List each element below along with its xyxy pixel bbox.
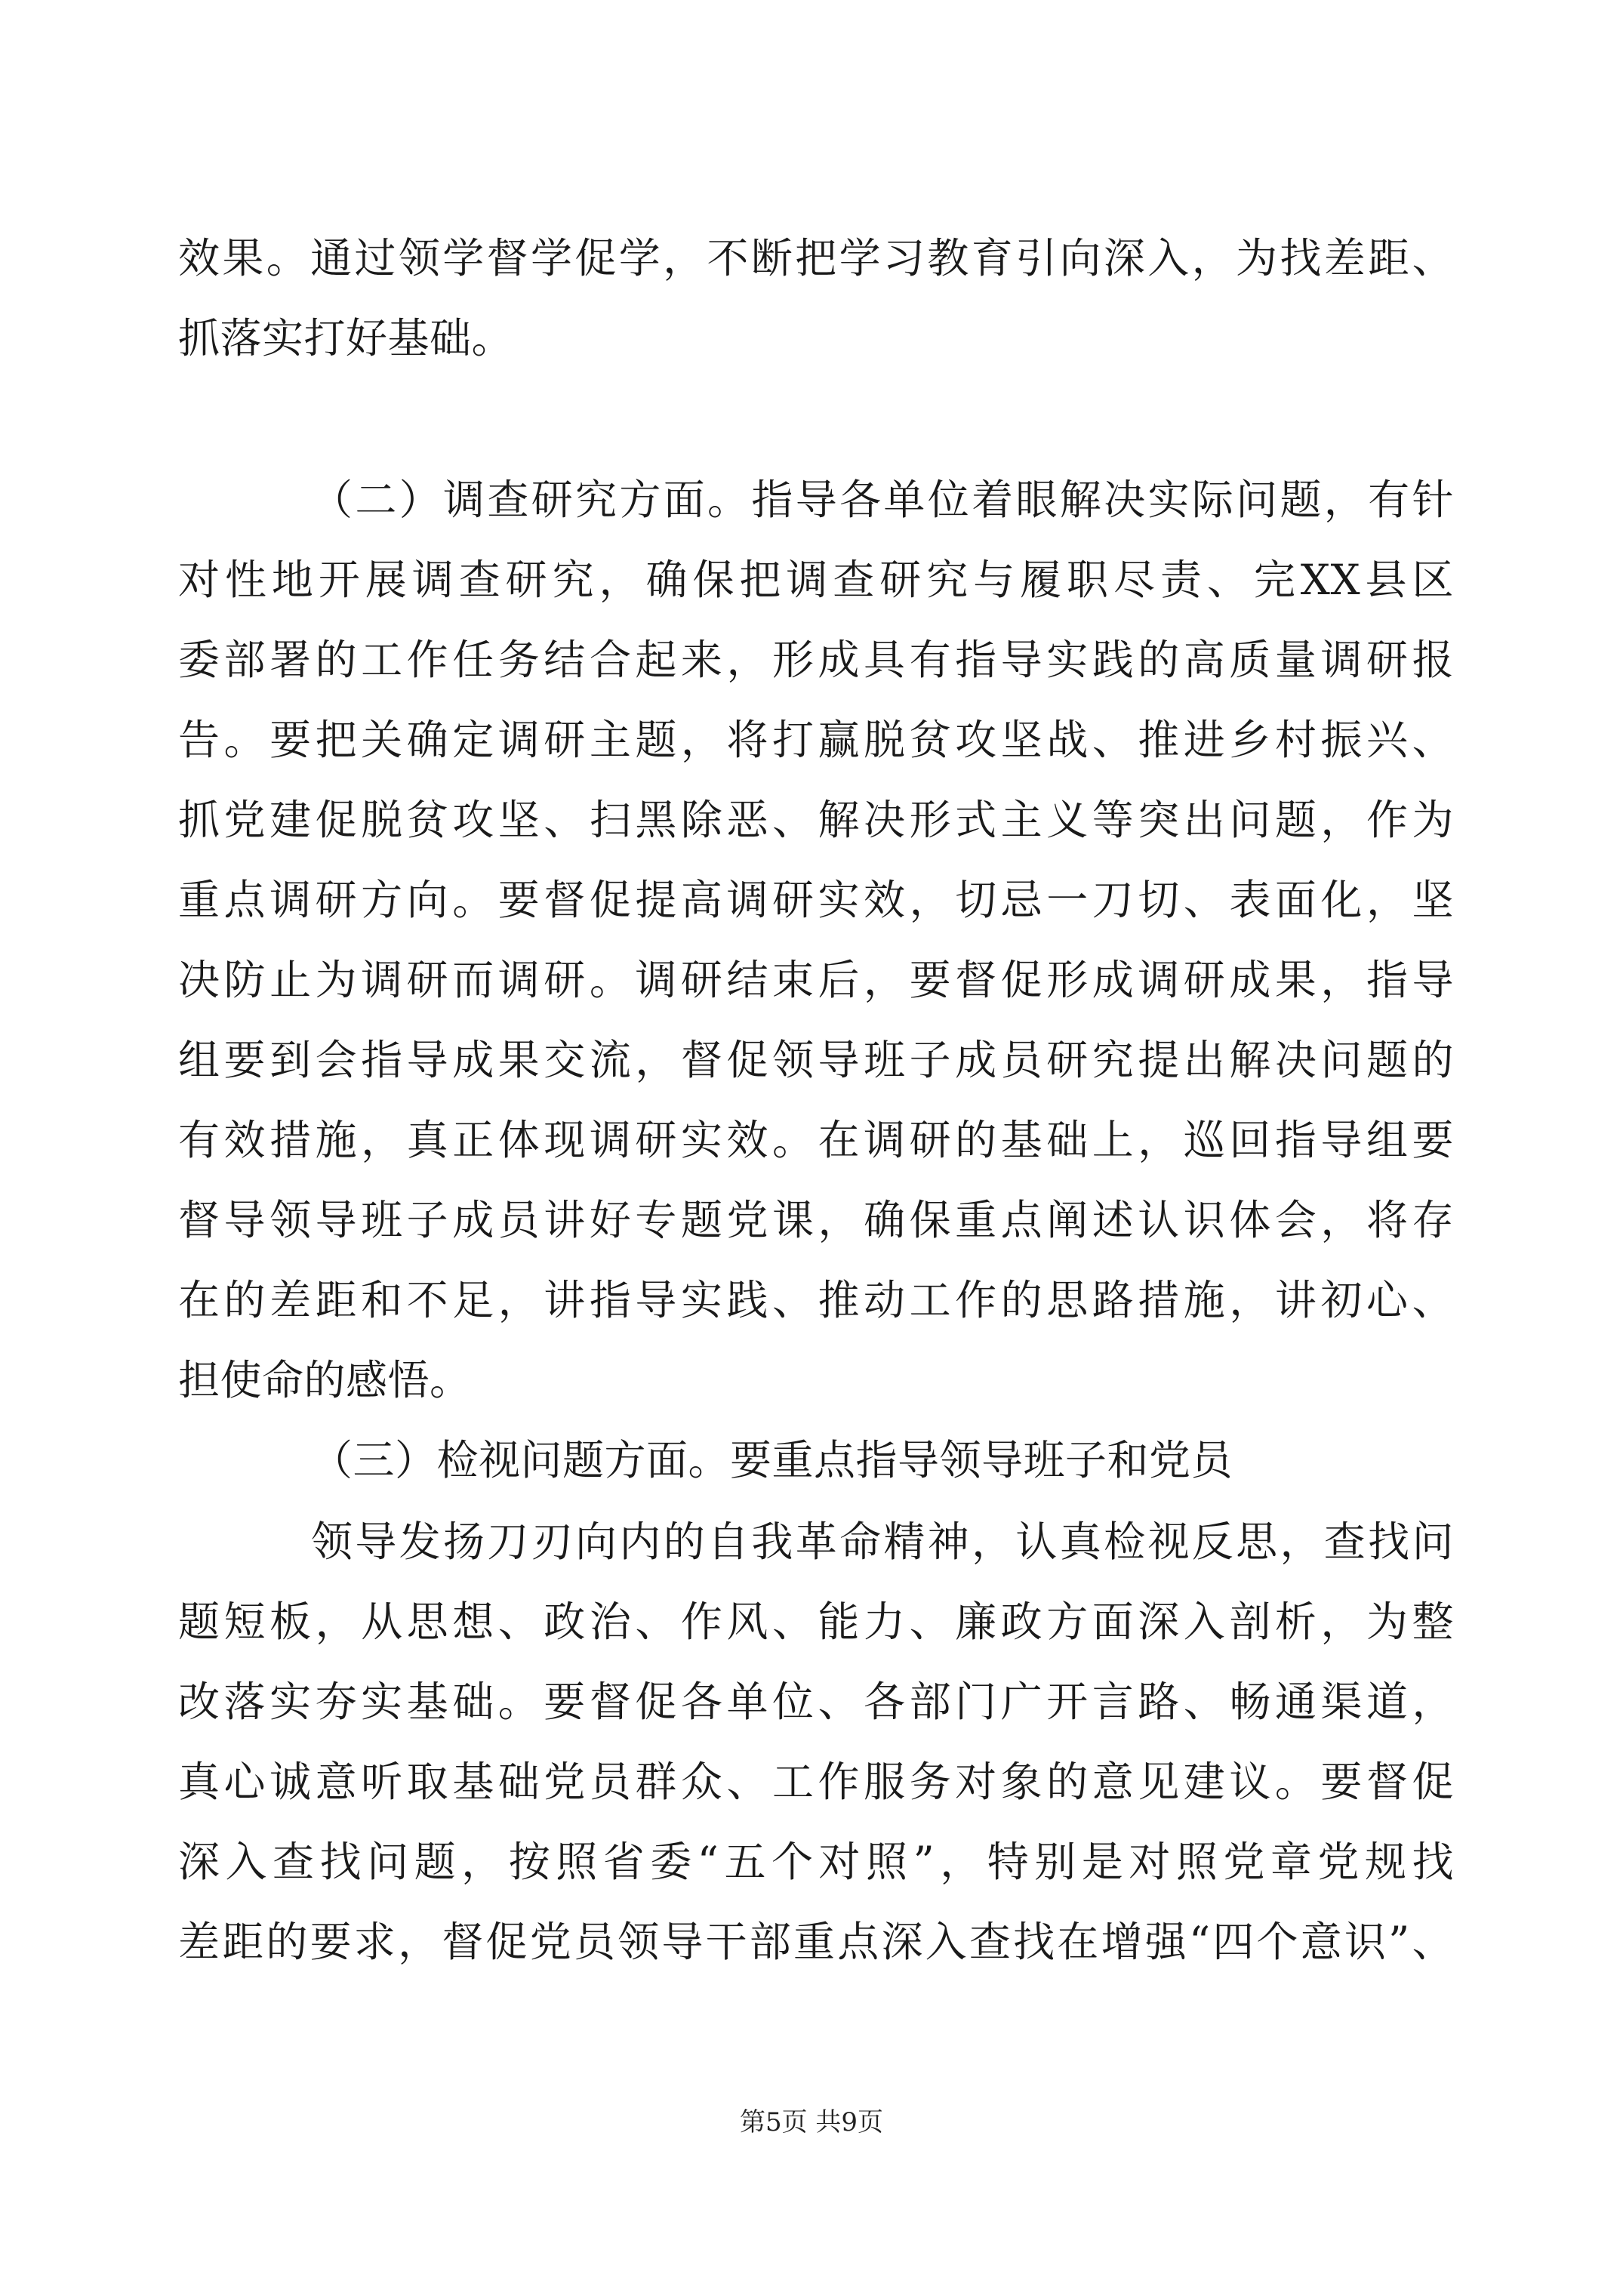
text-line: 抓党建促脱贫攻坚、扫黑除恶、解决形式主义等突出问题，作为 (178, 796, 1454, 844)
text-line: 差距的要求，督促党员领导干部重点深入查找在增强“四个意识”、 (178, 1918, 1454, 1966)
text-line: 组要到会指导成果交流，督促领导班子成员研究提出解决问题的 (178, 1036, 1454, 1084)
text-line: 真心诚意听取基础党员群众、工作服务对象的意见建议。要督促 (178, 1758, 1454, 1806)
text-line: 深入查找问题，按照省委“五个对照”，特别是对照党章党规找 (178, 1838, 1454, 1886)
text-line: 抓落实打好基础。 (178, 314, 514, 362)
text-line: 题短板，从思想、政治、作风、能力、廉政方面深入剖析，为整 (178, 1598, 1454, 1646)
page-number-footer: 第5页 共9页 (739, 2107, 884, 2137)
text-line: 领导发扬刀刃向内的自我革命精神，认真检视反思，查找问 (311, 1518, 1454, 1566)
text-line: 督导领导班子成员讲好专题党课，确保重点阐述认识体会，将存 (178, 1196, 1454, 1244)
text-line: 委部署的工作任务结合起来，形成具有指导实践的高质量调研报 (178, 636, 1454, 684)
text-line: （二）调查研究方面。指导各单位着眼解决实际问题，有针 (311, 476, 1454, 524)
text-line: 对性地开展调查研究，确保把调查研究与履职尽责、完XX县区 (178, 556, 1454, 604)
text-line: 决防止为调研而调研。调研结束后，要督促形成调研成果，指导 (178, 956, 1454, 1004)
text-line: 改落实夯实基础。要督促各单位、各部门广开言路、畅通渠道， (178, 1678, 1454, 1726)
text-line: （三）检视问题方面。要重点指导领导班子和党员 (311, 1436, 1233, 1484)
text-line: 有效措施，真正体现调研实效。在调研的基础上，巡回指导组要 (178, 1116, 1454, 1164)
text-line: 重点调研方向。要督促提高调研实效，切忌一刀切、表面化，坚 (178, 876, 1454, 924)
text-line: 担使命的感悟。 (178, 1356, 472, 1404)
text-line: 效果。通过领学督学促学，不断把学习教育引向深入，为找差距、 (178, 234, 1454, 282)
text-line: 在的差距和不足，讲指导实践、推动工作的思路措施，讲初心、 (178, 1276, 1454, 1324)
text-line: 告。要把关确定调研主题，将打赢脱贫攻坚战、推进乡村振兴、 (178, 716, 1454, 764)
